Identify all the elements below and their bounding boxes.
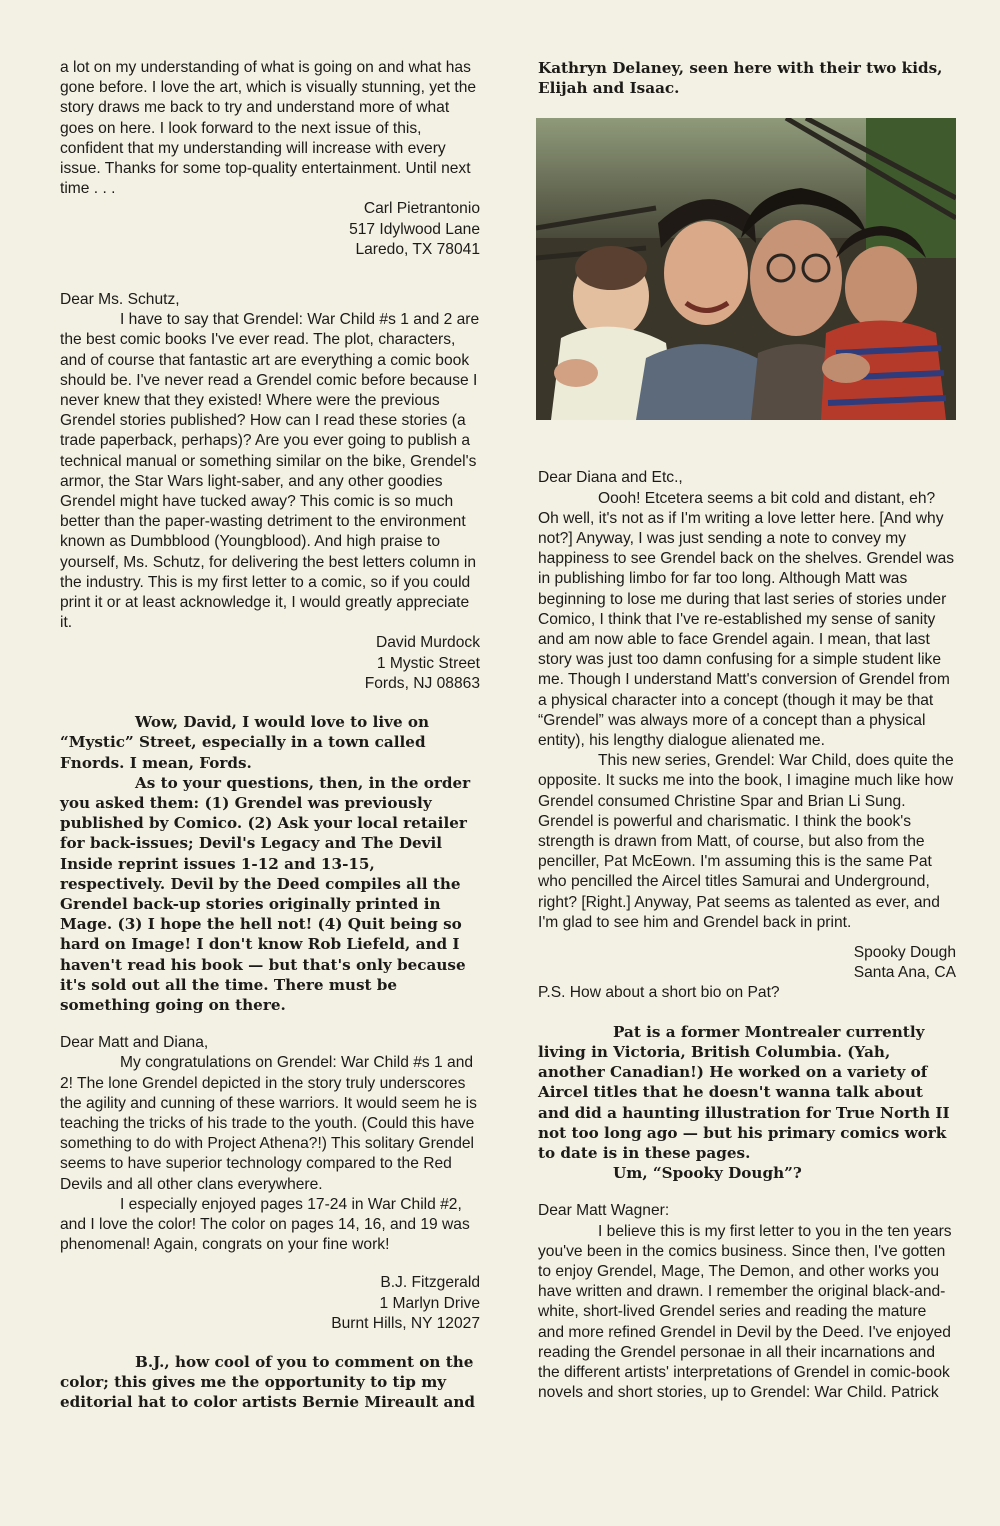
signature-name: Carl Pietrantonio: [363, 200, 480, 218]
reply-paragraph: B.J., how cool of you to comment on the color; this gives me the opportunity to tip my editorial hat to color artists Bernie Mireault and: [60, 1352, 476, 1412]
signature-street: 1 Mystic Street: [376, 654, 480, 672]
salutation: Dear Matt Wagner:: [538, 1202, 670, 1220]
signature-city: Fords, NJ 08863: [364, 674, 480, 692]
signature-city: Burnt Hills, NY 12027: [331, 1314, 480, 1332]
letter-body: I especially enjoyed pages 17-24 in War Child #2, and I love the color! The color on pages 14, 16, and 19 was phenomenal! Again, congrats on your fine work!: [60, 1195, 470, 1254]
signature-city: Santa Ana, CA: [853, 964, 956, 982]
editor-reply: [60, 712, 480, 1015]
signature-street: 517 Idylwood Lane: [349, 220, 480, 238]
family-photo-illustration: [536, 118, 956, 420]
postscript: P.S. How about a short bio on Pat?: [538, 984, 780, 1002]
letter-body: I have to say that Grendel: War Child #s 1 and 2 are the best comic books I've ever read. The plot, characters, and of course that fantastic art are everything a comic book should be. I've never read a Grendel comic before because I never knew that they existed! Where were the previous Grendel stories published? How can I read these stories (a trade paperback, perhaps)? Are you ever going to publish a technical manual or something similar on the bike, Grendel's armor, the Star Wars light-saber, and any other goodies Grendel might have tucked away? This comic is so much better than the paper-wasting detriment to the environment known as Dumbblood (Youngblood). And high praise to yourself, Ms. Schutz, for delivering the best letters column in the industry. This is my first letter to a comic, so if you could print it or at least acknowledge it, I would greatly appreciate it.: [60, 311, 480, 632]
reply-paragraph: Um, “Spooky Dough”?: [613, 1164, 802, 1183]
reply-paragraph: Pat is a former Montrealer currently living in Victoria, British Columbia. (Yah, another Canadian!) He worked on a variety of Aircel titles that he doesn't wanna talk about and did a haunting illustration for True North II not too long ago — but his primary comics work to date is in these pages.: [538, 1022, 950, 1162]
signature-name: Spooky Dough: [853, 944, 956, 962]
salutation: Dear Diana and Etc.,: [538, 469, 683, 487]
editor-reply-continued: [538, 58, 956, 98]
salutation: Dear Matt and Diana,: [60, 1034, 209, 1052]
reply-paragraph: Wow, David, I would love to live on “Mystic” Street, especially in a town called Fnords. I mean, Fords.: [60, 713, 430, 772]
signature-city: Laredo, TX 78041: [355, 240, 480, 258]
reply-paragraph: Kathryn Delaney, seen here with their two kids, Elijah and Isaac.: [538, 59, 943, 98]
letter-body: My congratulations on Grendel: War Child #s 1 and 2! The lone Grendel depicted in the story truly underscores the agility and cunning of these warriors. It would seem he is teaching the tricks of his trade to the youth. (Could this have something to do with Project Athena?!) This solitary Grendel seems to have superior technology compared to the Red Devils and all other clans everywhere.: [60, 1054, 477, 1193]
editor-reply: [60, 1352, 480, 1413]
salutation: Dear Ms. Schutz,: [60, 291, 180, 309]
left-column: [60, 58, 480, 1413]
right-column: [538, 58, 956, 1403]
letter-body: This new series, Grendel: War Child, does quite the opposite. It sucks me into the book, I imagine much like how Grendel consumed Christine Spar and Brian Li Sung. Grendel is powerful and charismatic. I think the book's strength is drawn from Matt, of course, but also from the penciller, Pat McEown. I'm assuming this is the same Pat who pencilled the Aircel titles Samurai and Underground, right? [Right.] Anyway, Pat seems as talented as ever, and I'm glad to see him and Grendel back in print.: [538, 752, 954, 931]
signature-street: 1 Marlyn Drive: [379, 1294, 480, 1312]
signature-name: B.J. Fitzgerald: [380, 1274, 480, 1292]
family-photo: [536, 118, 956, 420]
editor-reply: [538, 1022, 956, 1184]
reply-paragraph: As to your questions, then, in the order you asked them: (1) Grendel was previously published by Comico. (2) Ask your local retailer for back-issues; Devil's Legacy and The Devil Inside reprint issues 1-12 and 13-15, respectively. Devil by the Deed compiles all the Grendel back-up stories originally printed in Mage. (3) I hope the hell not! (4) Quit being so hard on Image! I don't know Rob Liefeld, and I haven't read his book — but that's only because it's sold out all the time. There must be something going on there.: [60, 773, 471, 1014]
letter-body: I believe this is my first letter to you in the ten years you've been in the comics business. Since then, I've gotten to enjoy Grendel, Mage, The Demon, and other works you have written and drawn. I remember the original black-and-white, short-lived Grendel series and reading the mature and more refined Grendel in Devil by the Deed. I've enjoyed reading the Grendel personae in all their incarnations and the different artists' interpretations of Grendel in comic-book novels and short stories, up to Grendel: War Child. Patrick: [538, 1222, 952, 1402]
signature-name: David Murdock: [376, 634, 480, 652]
letter-body: a lot on my understanding of what is going on and what has gone before. I love the art, which is visually stunning, yet the story draws me back to try and understand more of what goes on here. I look forward to the next issue of this, confident that my understanding will increase with every issue. Thanks for some top-quality entertainment. Until next time . . .: [60, 59, 477, 198]
letter-body: Oooh! Etcetera seems a bit cold and distant, eh? Oh well, it's not as if I'm writing a love letter here. [And why not?] Anyway, I was just sending a note to convey my happiness to see Grendel back on the shelves. Grendel was in publishing limbo for far too long. Although Matt was beginning to lose me during that last series of stories under Comico, I think that I've re-established my sense of sanity and am now able to face Grendel again. I mean, that last story was just too damn confusing for a simple student like me. Though I understand Matt's conversion of Grendel from a physical character into a concept (though it may be that “Grendel” was always more of a concept than a physical entity), his lengthy dialogue alienated me.: [538, 489, 955, 750]
